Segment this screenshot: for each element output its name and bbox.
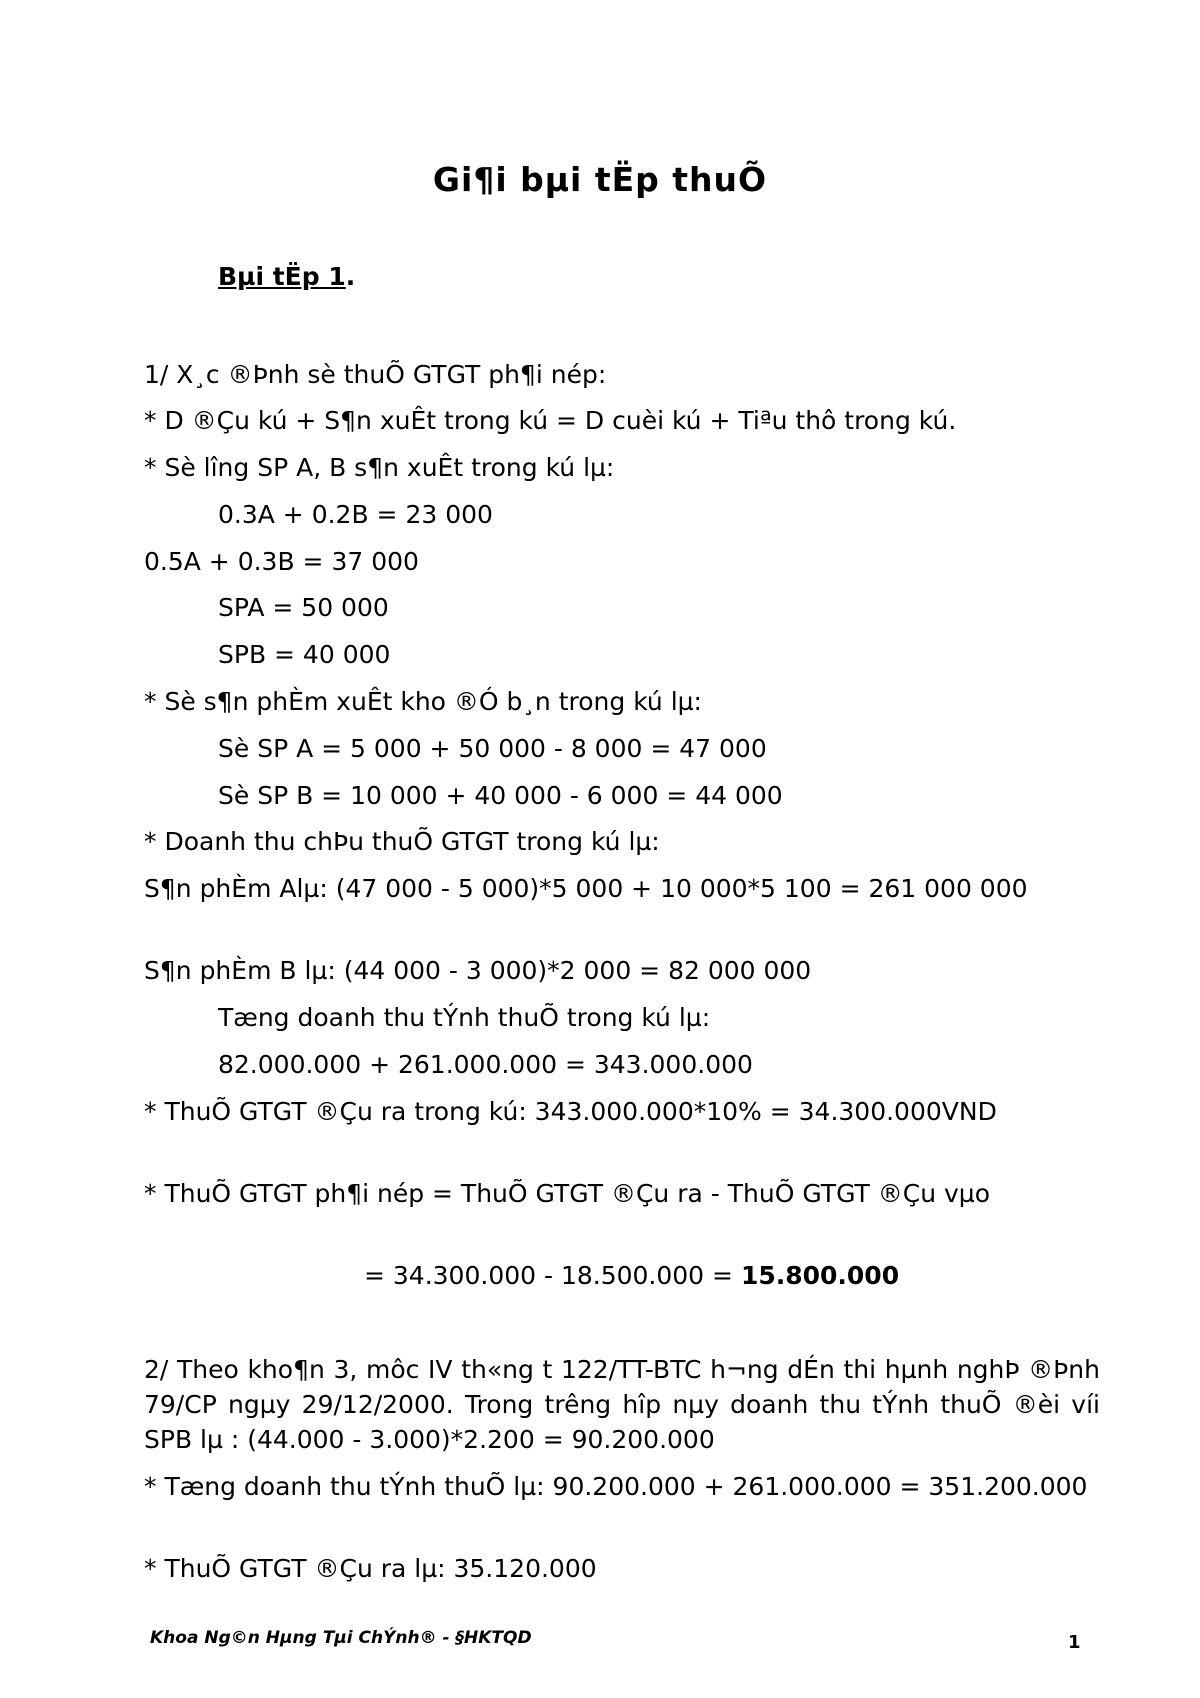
text-line-13: S¶n phÈm B lµ: (44 000 - 3 000)*2 000 = 82 000 000 (144, 956, 812, 985)
footer-text: Khoa Ng©n Hµng Tµi ChÝnh® - §HKTQD (150, 1628, 532, 1648)
equation-line-1: 0.3A + 0.2B = 23 000 (218, 500, 493, 529)
text-line-1: 1/ X¸c ®Þnh sè thuÕ GTGT ph¶i nép: (144, 360, 607, 389)
text-block-17: * ThuÕ GTGT ph¶i nép = ThuÕ GTGT ®Çu ra - ThuÕ GTGT ®Çu vµo (144, 1179, 991, 1208)
final-result-value: 15.800.000 (740, 1261, 900, 1290)
calc-sp-a: Sè SP A = 5 000 + 50 000 - 8 000 = 47 000 (218, 734, 767, 763)
text-line-2: * D ®Çu kú + S¶n xuÊt trong kú = D cuèi kú + Tiªu thô trong kú. (144, 406, 957, 435)
text-line-3: * Sè lîng SP A, B s¶n xuÊt trong kú lµ: (144, 453, 615, 482)
text-line-8: * Sè s¶n phÈm xuÊt kho ®Ó b¸n trong kú lµ: (144, 687, 702, 716)
exercise-heading (218, 262, 355, 291)
final-result-line (364, 1258, 899, 1293)
text-line-11: * Doanh thu chÞu thuÕ GTGT trong kú lµ: (144, 827, 660, 856)
calc-sp-b: Sè SP B = 10 000 + 40 000 - 6 000 = 44 000 (218, 781, 783, 810)
page-number: 1 (1068, 1632, 1081, 1653)
text-block-12: S¶n phÈm Alµ: (47 000 - 5 000)*5 000 + 10 000*5 100 = 261 000 000 (144, 874, 1028, 903)
equation-line-2: 0.5A + 0.3B = 37 000 (144, 547, 419, 576)
text-line-21: * ThuÕ GTGT ®Çu ra lµ: 35.120.000 (144, 1554, 597, 1583)
text-block-19: 2/ Theo kho¶n 3, môc IV th«ng t 122/TT-BTC h¬ng dÉn thi hµnh nghÞ ®Þnh 79/CP ngµy 29/12/2000. Trong trêng hîp nµy doanh thu tÝnh thuÕ ®èi víi SPB lµ : (44.000 - 3.000)*2.200 = 90.200.000 (144, 1355, 1100, 1454)
result-spb: SPB = 40 000 (218, 640, 391, 669)
text-line-15: 82.000.000 + 261.000.000 = 343.000.000 (218, 1050, 753, 1079)
exercise-heading-text: Bµi tËp 1 (218, 262, 346, 291)
result-spa: SPA = 50 000 (218, 593, 389, 622)
text-block-16: * ThuÕ GTGT ®Çu ra trong kú: 343.000.000*10% = 34.300.000VND (144, 1097, 997, 1126)
final-result-expression: = 34.300.000 - 18.500.000 = (364, 1261, 741, 1290)
document-title: Gi¶i bµi tËp thuÕ (432, 160, 768, 199)
text-block-20: * Tæng doanh thu tÝnh thuÕ lµ: 90.200.000 + 261.000.000 = 351.200.000 (144, 1472, 1088, 1501)
text-line-14: Tæng doanh thu tÝnh thuÕ trong kú lµ: (218, 1003, 711, 1032)
exercise-heading-dot: . (345, 262, 356, 291)
